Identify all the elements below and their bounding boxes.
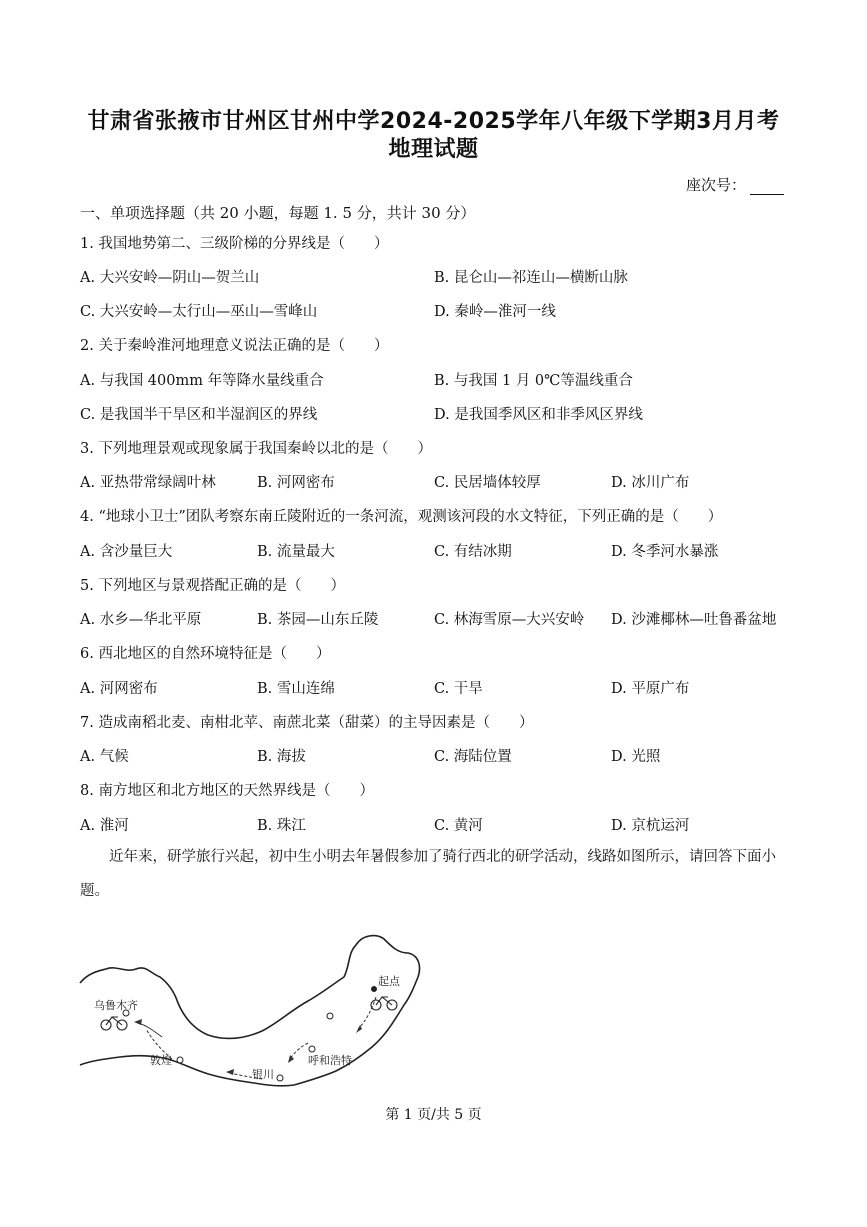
seat-number-field bbox=[686, 174, 784, 195]
city-marker bbox=[309, 1046, 315, 1052]
option-d: D. 平原广布 bbox=[611, 681, 690, 697]
city-marker bbox=[277, 1075, 283, 1081]
option-a: A. 大兴安岭—阴山—贺兰山 bbox=[80, 270, 260, 286]
seat-label: 座次号： bbox=[686, 176, 747, 194]
option-d: D. 光照 bbox=[611, 749, 661, 765]
label-dunhuang: 敦煌 bbox=[150, 1054, 172, 1067]
city-marker bbox=[327, 1013, 333, 1019]
page-title: 甘肃省张掖市甘州区甘州中学2024-2025学年八年级下学期3月月考 bbox=[87, 109, 780, 134]
option-d: D. 冬季河水暴涨 bbox=[611, 544, 719, 560]
label-urumqi: 乌鲁木齐 bbox=[94, 999, 138, 1012]
option-a: A. 含沙量巨大 bbox=[80, 544, 173, 560]
option-a: A. 河网密布 bbox=[80, 681, 158, 697]
route-map bbox=[76, 925, 436, 1095]
reading-passage: 近年来，研学旅行兴起，初中生小明去年暑假参加了骑行西北的研学活动，线路如图所示，请回答下面小题。 bbox=[80, 849, 776, 899]
question-stem: 6. 西北地区的自然环境特征是（ ） bbox=[80, 646, 331, 662]
option-d: D. 冰川广布 bbox=[611, 475, 690, 491]
option-c: C. 有结冰期 bbox=[434, 544, 512, 560]
option-d: D. 秦岭—淮河一线 bbox=[434, 304, 556, 320]
option-d: D. 沙滩椰林—吐鲁番盆地 bbox=[611, 612, 777, 628]
option-b: B. 茶园—山东丘陵 bbox=[257, 612, 379, 628]
option-a: A. 亚热带常绿阔叶林 bbox=[80, 475, 216, 491]
option-c: C. 大兴安岭—太行山—巫山—雪峰山 bbox=[80, 304, 318, 320]
option-c: C. 海陆位置 bbox=[434, 749, 512, 765]
option-b: B. 雪山连绵 bbox=[257, 681, 335, 697]
question-stem: 2. 关于秦岭淮河地理意义说法正确的是（ ） bbox=[80, 338, 389, 354]
label-yinchuan: 银川 bbox=[252, 1068, 274, 1081]
label-start: 起点 bbox=[378, 975, 400, 988]
option-b: B. 昆仑山—祁连山—横断山脉 bbox=[434, 270, 628, 286]
route-path bbox=[358, 997, 376, 1029]
page-footer: 第 1 页/共 5 页 bbox=[385, 1107, 482, 1123]
option-c: C. 民居墙体较厚 bbox=[434, 475, 541, 491]
seat-blank bbox=[750, 180, 784, 195]
option-c: C. 干旱 bbox=[434, 681, 483, 697]
option-d: D. 京杭运河 bbox=[611, 818, 690, 834]
option-c: C. 黄河 bbox=[434, 818, 483, 834]
bicycle-icon bbox=[101, 1017, 127, 1030]
question-stem: 8. 南方地区和北方地区的天然界线是（ ） bbox=[80, 783, 374, 799]
option-a: A. 淮河 bbox=[80, 818, 129, 834]
option-b: B. 与我国 1 月 0℃等温线重合 bbox=[434, 373, 633, 389]
question-stem: 7. 造成南稻北麦、南柑北苹、南蔗北菜（甜菜）的主导因素是（ ） bbox=[80, 715, 534, 731]
option-c: C. 是我国半干旱区和半湿润区的界线 bbox=[80, 407, 318, 423]
option-a: A. 与我国 400mm 年等降水量线重合 bbox=[80, 373, 324, 389]
label-hohhot: 呼和浩特 bbox=[308, 1054, 352, 1067]
page-subtitle: 地理试题 bbox=[388, 137, 479, 162]
option-a: A. 气候 bbox=[80, 749, 129, 765]
question-stem: 1. 我国地势第二、三级阶梯的分界线是（ ） bbox=[80, 236, 389, 252]
option-c: C. 林海雪原—大兴安岭 bbox=[434, 612, 585, 628]
question-stem: 4. “地球小卫士”团队考察东南丘陵附近的一条河流，观测该河段的水文特征，下列正确的是（ ） bbox=[80, 509, 723, 525]
option-b: B. 珠江 bbox=[257, 818, 306, 834]
question-stem: 3. 下列地理景观或现象属于我国秦岭以北的是（ ） bbox=[80, 441, 432, 457]
option-b: B. 河网密布 bbox=[257, 475, 335, 491]
option-b: B. 流量最大 bbox=[257, 544, 335, 560]
question-stem: 5. 下列地区与景观搭配正确的是（ ） bbox=[80, 578, 345, 594]
city-marker bbox=[177, 1057, 183, 1063]
option-b: B. 海拔 bbox=[257, 749, 306, 765]
section-title: 一、单项选择题（共 20 小题，每题 1. 5 分，共计 30 分） bbox=[80, 204, 476, 222]
start-point-marker bbox=[371, 986, 377, 992]
option-a: A. 水乡—华北平原 bbox=[80, 612, 202, 628]
option-d: D. 是我国季风区和非季风区界线 bbox=[434, 407, 643, 423]
